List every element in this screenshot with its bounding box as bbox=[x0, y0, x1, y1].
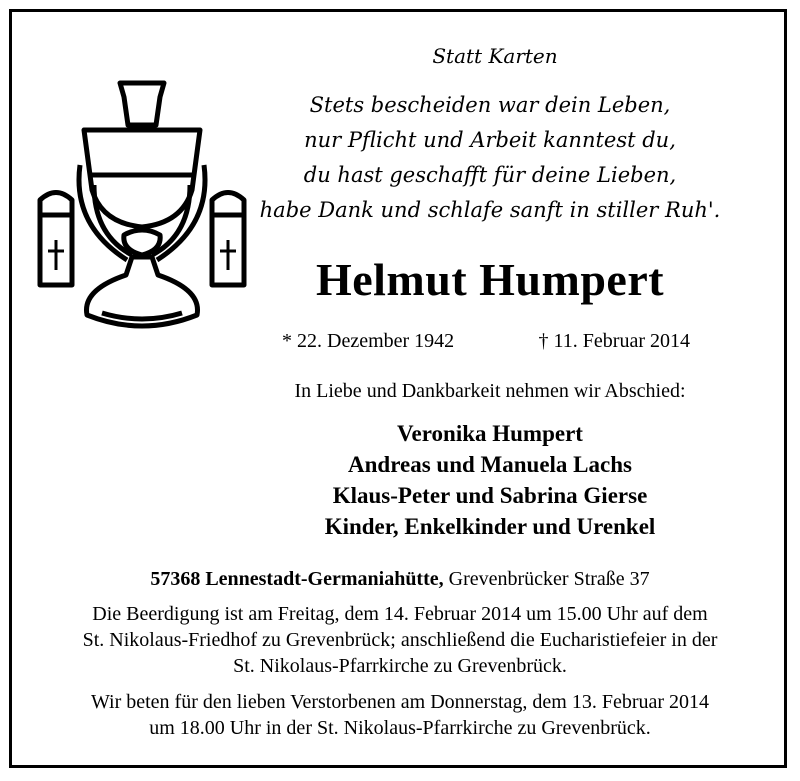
poem-line: Stets bescheiden war dein Leben, bbox=[309, 93, 671, 117]
prayer-line: um 18.00 Uhr in der St. Nikolaus-Pfarrkirche zu Grevenbrück. bbox=[149, 717, 651, 739]
funeral-line: St. Nikolaus-Pfarrkirche zu Grevenbrück. bbox=[233, 655, 567, 677]
notice-heading: Statt Karten bbox=[432, 44, 558, 68]
funeral-line: Die Beerdigung ist am Freitag, dem 14. Februar 2014 um 15.00 Uhr auf dem bbox=[92, 603, 708, 625]
poem-line: habe Dank und schlafe sanft in stiller Ruh'. bbox=[259, 198, 721, 222]
birth-date: * 22. Dezember 1942 bbox=[282, 330, 455, 352]
address-city: 57368 Lennestadt-Germaniahütte, bbox=[150, 568, 444, 590]
family-member: Veronika Humpert bbox=[397, 421, 583, 446]
family-member: Andreas und Manuela Lachs bbox=[348, 452, 632, 477]
farewell-line: In Liebe und Dankbarkeit nehmen wir Abschied: bbox=[294, 380, 686, 402]
family-member: Kinder, Enkelkinder und Urenkel bbox=[324, 514, 656, 539]
poem-line: nur Pflicht und Arbeit kanntest du, bbox=[304, 128, 676, 152]
poem-line: du hast geschafft für deine Lieben, bbox=[303, 163, 677, 187]
chalice-with-crosses-icon bbox=[32, 75, 252, 345]
address bbox=[20, 568, 780, 591]
funeral-line: St. Nikolaus-Friedhof zu Grevenbrück; anschließend die Eucharistiefeier in der bbox=[82, 629, 718, 651]
family-member: Klaus-Peter und Sabrina Gierse bbox=[332, 483, 648, 508]
poem bbox=[240, 88, 740, 228]
death-date: † 11. Februar 2014 bbox=[538, 330, 690, 352]
family-list bbox=[240, 418, 740, 542]
funeral-info bbox=[20, 601, 780, 679]
address-street: Grevenbrücker Straße 37 bbox=[448, 568, 650, 590]
deceased-name: Helmut Humpert bbox=[315, 254, 665, 305]
prayer-line: Wir beten für den lieben Verstorbenen am Donnerstag, dem 13. Februar 2014 bbox=[90, 691, 710, 713]
prayer-info bbox=[20, 689, 780, 741]
